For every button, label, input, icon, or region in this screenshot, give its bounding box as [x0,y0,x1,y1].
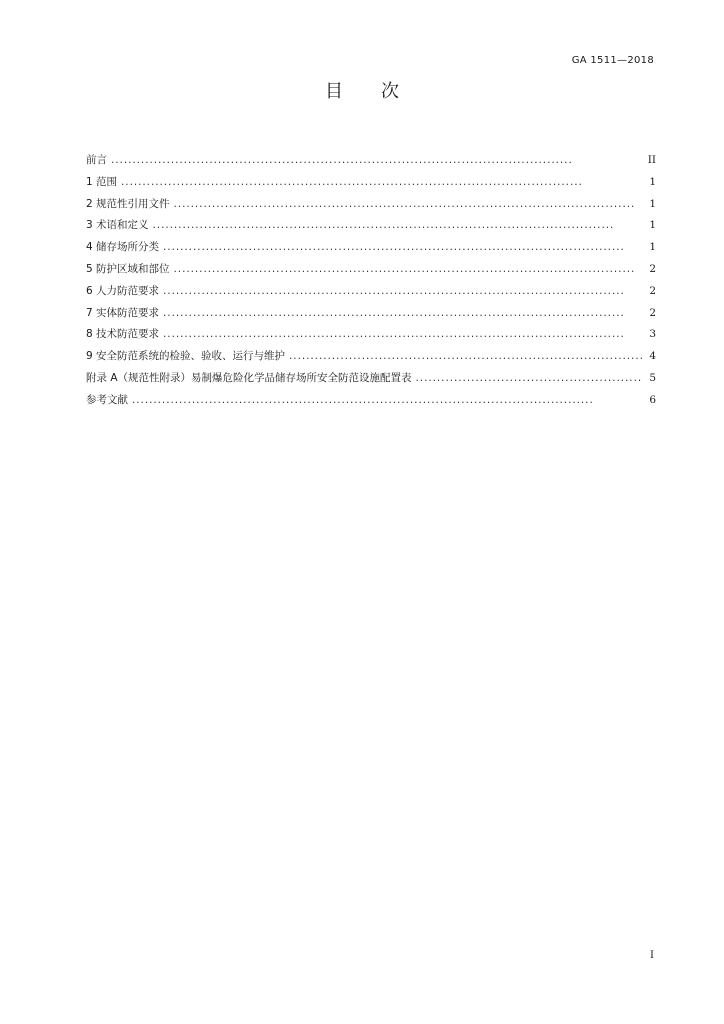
toc-entry-label: 附录 A（规范性附录）易制爆危险化学品储存场所安全防范设施配置表 [86,371,412,384]
toc-leader-dots [163,237,642,259]
toc-entry-page: 2 [649,306,656,319]
toc-leader-dots [111,150,642,172]
toc-entry-label: 4 储存场所分类 [86,241,160,254]
toc-entry-page: 1 [649,197,656,210]
page-title [0,77,724,103]
toc-entry-foreword[interactable] [86,150,656,172]
toc-leader-dots [174,194,642,216]
toc-entry-protection-areas[interactable] [86,259,656,281]
toc-entry-page: 1 [649,241,656,254]
toc-entry-label: 前言 [86,154,107,166]
toc-entry-label: 6 人力防范要求 [86,284,160,297]
table-of-contents [86,150,656,412]
toc-leader-dots [163,303,642,325]
toc-leader-dots [132,390,642,412]
toc-entry-label: 参考文献 [86,393,128,406]
toc-entry-label: 8 技术防范要求 [86,328,160,341]
standard-code: GA 1511—2018 [571,55,654,66]
toc-entry-label: 5 防护区域和部位 [86,262,170,275]
toc-leader-dots [153,215,642,237]
toc-entry-label: 7 实体防范要求 [86,306,160,319]
toc-entry-page: 6 [649,393,656,406]
toc-leader-dots [416,368,642,390]
toc-entry-page: II [647,154,656,166]
toc-entry-page: 2 [649,284,656,297]
toc-entry-normative-references[interactable] [86,194,656,216]
toc-entry-page: 5 [649,371,656,384]
toc-entry-label: 2 规范性引用文件 [86,197,170,210]
toc-leader-dots [121,172,642,194]
toc-entry-page: 1 [649,219,656,232]
toc-entry-bibliography[interactable] [86,390,656,412]
toc-entry-scope[interactable] [86,172,656,194]
toc-entry-system-inspection[interactable] [86,346,656,368]
toc-entry-storage-classification[interactable] [86,237,656,259]
toc-entry-label: 3 术语和定义 [86,219,149,232]
toc-entry-appendix-a[interactable] [86,368,656,390]
toc-entry-technical-protection[interactable] [86,324,656,346]
toc-entry-terms-definitions[interactable] [86,215,656,237]
toc-entry-page: 1 [649,175,656,188]
toc-entry-page: 3 [649,328,656,341]
toc-leader-dots [174,259,642,281]
toc-entry-label: 1 范围 [86,175,118,188]
toc-entry-label: 9 安全防范系统的检验、验收、运行与维护 [86,350,286,363]
title-char-1: 目 [325,81,343,102]
toc-entry-human-protection[interactable] [86,281,656,303]
toc-leader-dots [163,324,642,346]
title-char-2: 次 [381,81,399,102]
toc-entry-physical-protection[interactable] [86,303,656,325]
page-number: I [650,950,654,961]
toc-entry-page: 2 [649,262,656,275]
toc-entry-page: 4 [649,350,656,363]
toc-leader-dots [289,346,642,368]
toc-leader-dots [163,281,642,303]
